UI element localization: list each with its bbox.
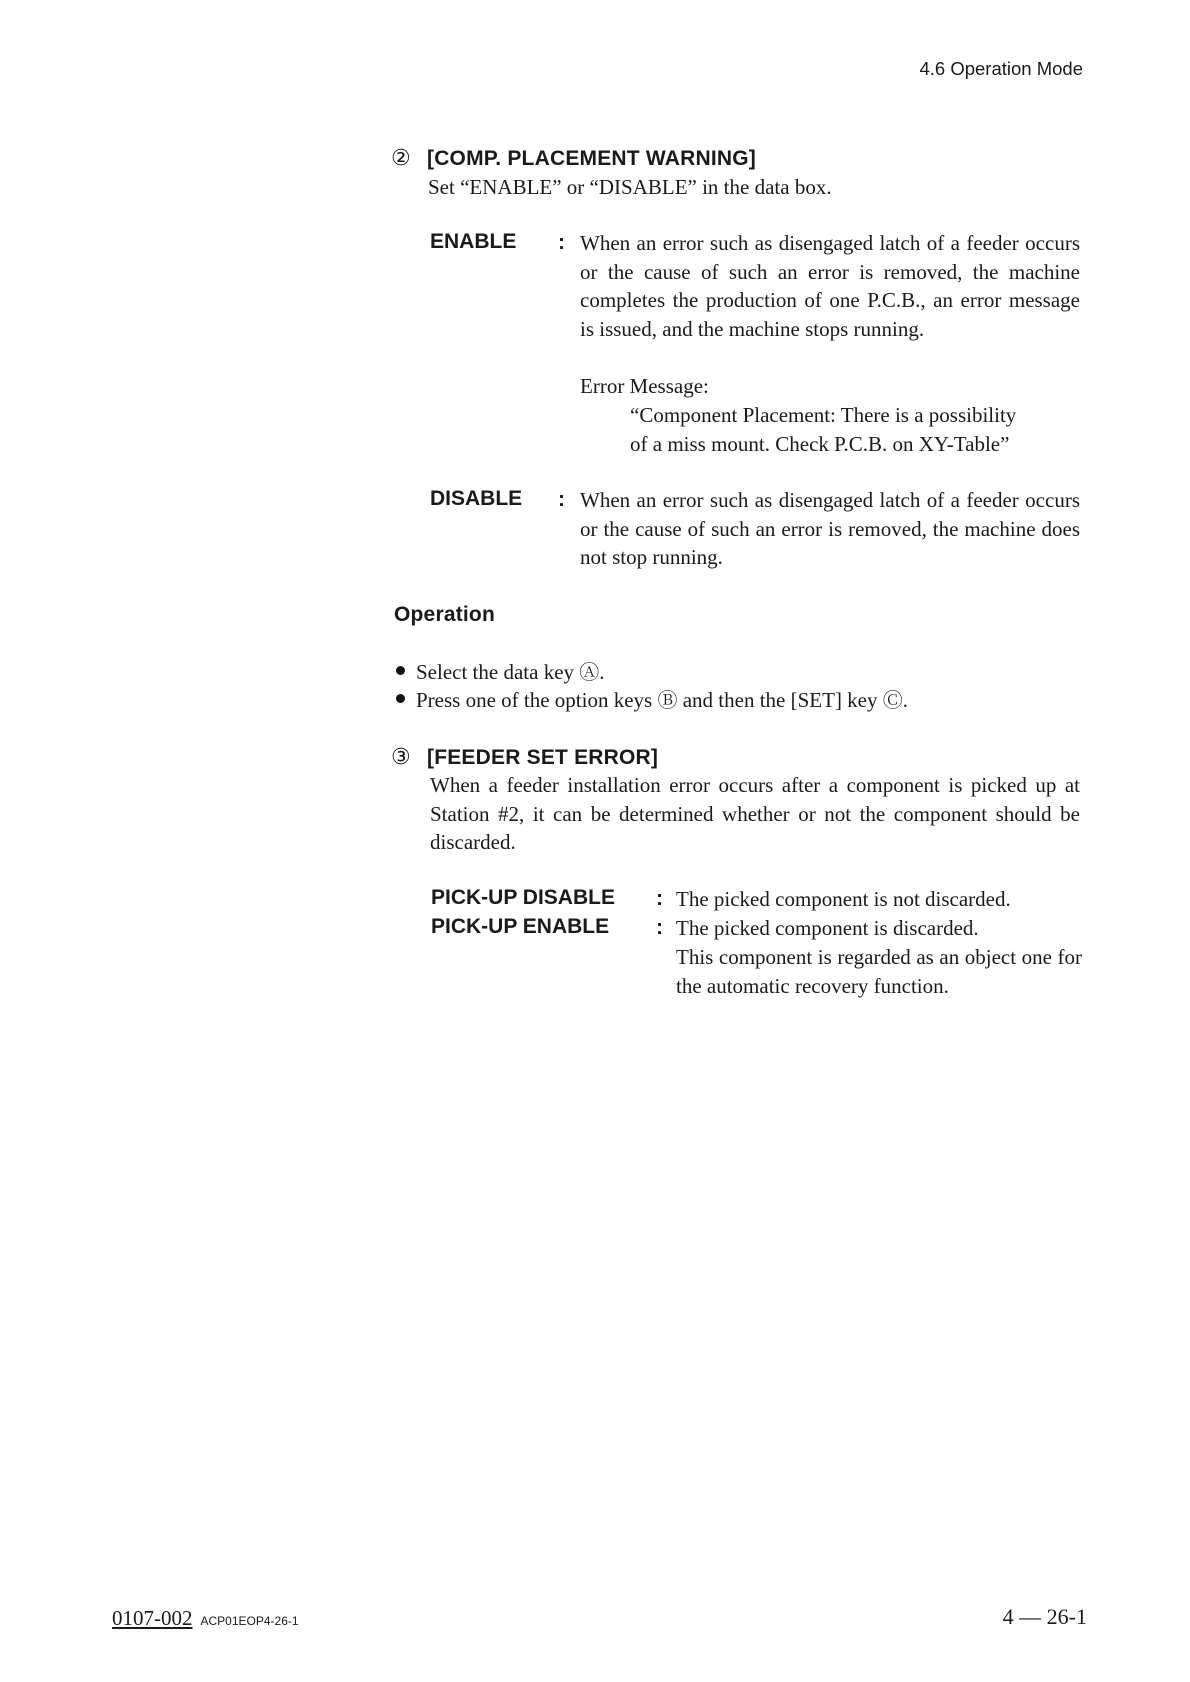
- disable-term: DISABLE: [430, 487, 523, 510]
- bullet-1-end: .: [599, 660, 605, 684]
- set-key-c-icon: Ⓒ: [882, 688, 903, 712]
- pickup-disable-colon: :: [656, 887, 663, 910]
- option-key-b-icon: Ⓑ: [657, 688, 678, 712]
- page-number: 4 — 26-1: [1002, 1604, 1087, 1629]
- pickup-enable-description-1: The picked component is discarded.: [676, 916, 979, 940]
- footer-left: [112, 1606, 299, 1631]
- section-2-title: [COMP. PLACEMENT WARNING]: [427, 147, 756, 170]
- pickup-disable-description: The picked component is not discarded.: [676, 887, 1011, 911]
- disable-description: When an error such as disengaged latch of a feeder occurs or the cause of such an error is removed, the machine does not stop running.: [580, 488, 1080, 569]
- doc-code: 0107-002: [112, 1606, 193, 1630]
- bullet-2-text-2: and then the [SET] key: [682, 688, 878, 712]
- section-3-title: [FEEDER SET ERROR]: [427, 746, 659, 769]
- enable-description: When an error such as disengaged latch of a feeder occurs or the cause of such an error is removed, the machine completes the production of one P.C.B., an error message is issued, and the machine stops running.: [580, 231, 1080, 341]
- section-header: 4.6 Operation Mode: [919, 58, 1083, 79]
- pickup-enable-term: PICK-UP ENABLE: [431, 915, 610, 938]
- section-2-heading: [391, 146, 756, 171]
- data-key-a-icon: Ⓐ: [579, 660, 600, 684]
- enable-colon: :: [558, 231, 565, 254]
- disable-colon: :: [558, 488, 565, 511]
- pickup-enable-colon: :: [656, 916, 663, 939]
- circled-number-2: ②: [391, 146, 411, 171]
- bullet-1-text: Select the data key: [416, 660, 575, 684]
- enable-term: ENABLE: [430, 230, 517, 253]
- operation-heading: Operation: [394, 603, 495, 626]
- pickup-enable-description-2: This component is regarded as an object one for the automatic recovery function.: [676, 945, 1082, 998]
- error-message-quote-line-1: “Component Placement: There is a possibility: [630, 403, 1017, 427]
- pickup-disable-term: PICK-UP DISABLE: [431, 886, 615, 909]
- doc-id: ACP01EOP4-26-1: [200, 1614, 299, 1628]
- circled-number-3: ③: [391, 745, 411, 770]
- error-message-quote-line-2: of a miss mount. Check P.C.B. on XY-Table”: [630, 432, 1010, 456]
- section-3-heading: [391, 745, 658, 770]
- error-message-label: Error Message:: [580, 374, 709, 398]
- bullet-dot: [396, 694, 405, 703]
- operation-bullet-1: [396, 658, 605, 687]
- bullet-2-end: .: [902, 688, 909, 712]
- bullet-2-text-1: Press one of the option keys: [416, 688, 653, 712]
- operation-bullet-2: [396, 686, 908, 715]
- section-3-intro: When a feeder installation error occurs after a component is picked up at Station #2, it can be determined whether or not the component should be discarded.: [430, 773, 1080, 854]
- bullet-dot: [396, 666, 405, 675]
- section-2-intro: Set “ENABLE” or “DISABLE” in the data box.: [428, 175, 832, 199]
